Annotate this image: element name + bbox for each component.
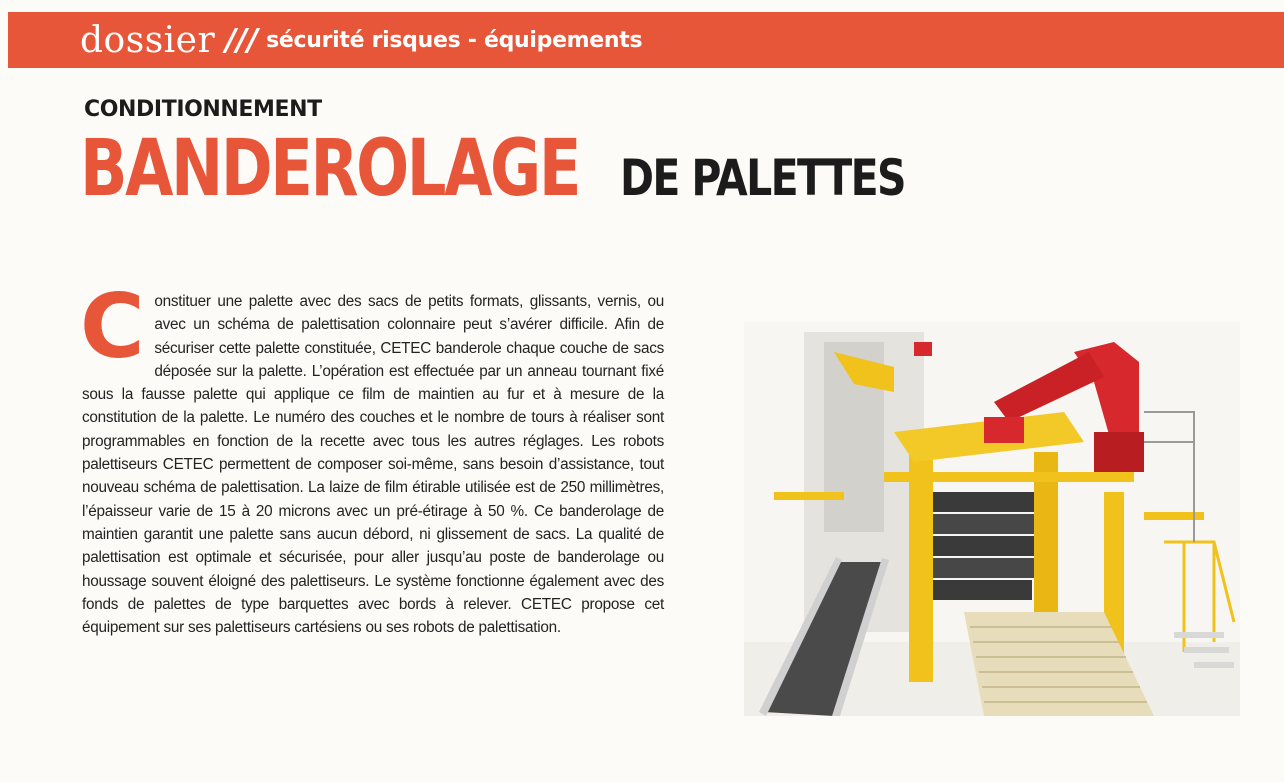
- article-kicker: CONDITIONNEMENT: [84, 97, 322, 122]
- article-headline: [80, 124, 967, 214]
- dossier-label: dossier: [80, 19, 216, 61]
- section-banner: [8, 12, 1284, 68]
- article-text: onstituer une palette avec des sacs de petits formats, glissants, vernis, ou avec un schéma de palettisation colonnaire peut s’avérer difficile. Afin de sécuriser cette palette constituée, CETEC banderole chaque couche de sacs déposée sur la palette. L’opération est effectuée par un anneau tournant fixé sous la fausse palette qui applique ce film de maintien au fur et à mesure de la constitution de la palette. Le numéro des couches et le nombre de tours à réaliser sont programmables en fonction de la recette avec tous les autres réglages. Les robots palettiseurs CETEC permettent de composer soi-même, sans besoin d’assistance, tout nouveau schéma de palettisation. La laize de film étirable utilisée est de 250 millimètres, l’épaisseur varie de 15 à 20 microns avec un pré-étirage à 50 %. Ce banderolage de maintien garantit une palette sans aucun débord, ni glissement de sacs. La qualité de palettisation est optimale et sécurisée, pour aller jusqu’au poste de banderolage ou houssage souvent éloigné des palettiseurs. Le système fonctionne également avec des fonds de palettes de type barquettes avec bords à relever. CETEC propose cet équipement sur ses palettiseurs cartésiens ou ses robots de palettisation.: [82, 293, 664, 637]
- palletizer-photo: [744, 322, 1240, 716]
- headline-main: BANDEROLAGE: [80, 124, 580, 214]
- palletizer-illustration: [744, 322, 1240, 716]
- headline-sub: DE PALETTES: [620, 149, 905, 207]
- article-body: [80, 275, 664, 639]
- drop-cap: C: [80, 275, 145, 378]
- banner-slashes: ///: [225, 22, 259, 58]
- section-title: sécurité risques - équipements: [266, 27, 643, 53]
